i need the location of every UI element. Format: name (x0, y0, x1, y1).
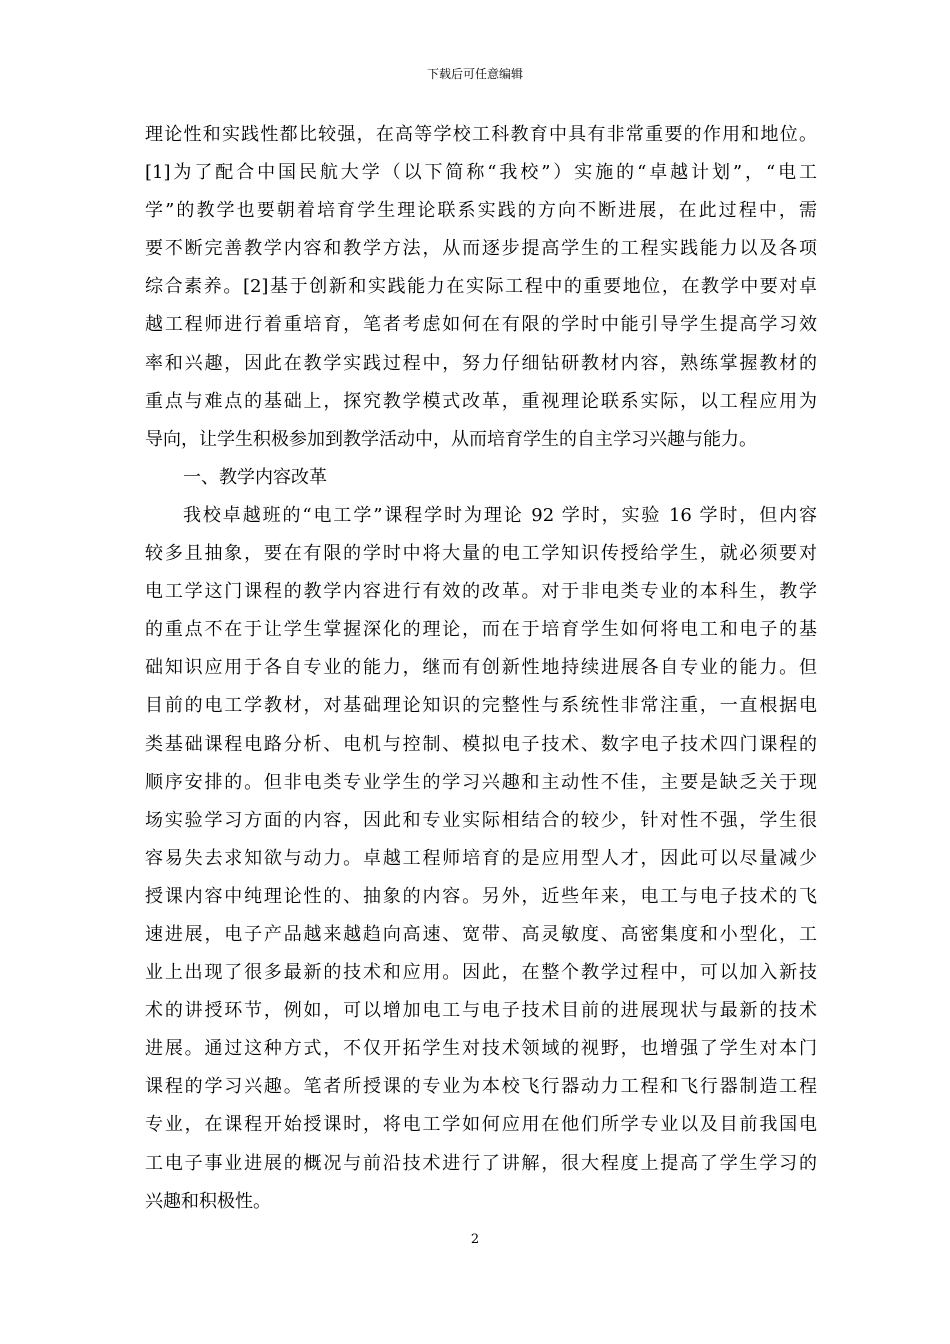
text-line: 进展。通过这种方式，不仅开拓学生对技术领域的视野，也增强了学生对本门 (145, 1038, 817, 1060)
text-line: 我校卓越班的“电工学”课程学时为理论 92 学时，实验 16 学时，但内容 (183, 504, 817, 526)
body-text (145, 116, 817, 1221)
text-line: 电工学这门课程的教学内容进行有效的改革。对于非电类专业的本科生，教学 (145, 581, 817, 603)
text-line: 术的讲授环节，例如，可以增加电工与电子技术目前的进展现状与最新的技术 (145, 1000, 817, 1022)
text-line: 础知识应用于各自专业的能力，继而有创新性地持续进展各自专业的能力。但 (145, 657, 817, 679)
text-line: 重点与难点的基础上，探究教学模式改革，重视理论联系实际，以工程应用为 (145, 390, 817, 412)
text-line: 率和兴趣，因此在教学实践过程中，努力仔细钻研教材内容，熟练掌握教材的 (145, 352, 817, 374)
text-line: 理论性和实践性都比较强，在高等学校工科教育中具有非常重要的作用和地位。 (145, 124, 817, 145)
text-line: 学”的教学也要朝着培育学生理论联系实践的方向不断进展，在此过程中，需 (145, 200, 817, 222)
text-line: 类基础课程电路分析、电机与控制、模拟电子技术、数字电子技术四门课程的 (145, 733, 817, 755)
text-line: 较多且抽象，要在有限的学时中将大量的电工学知识传授给学生，就必须要对 (145, 543, 817, 565)
text-line: 场实验学习方面的内容，因此和专业实际相结合的较少，针对性不强，学生很 (145, 809, 817, 831)
text-line: 授课内容中纯理论性的、抽象的内容。另外，近些年来，电工与电子技术的飞 (145, 885, 817, 907)
page-number: 2 (470, 1232, 480, 1247)
text-line: 容易失去求知欲与动力。卓越工程师培育的是应用型人才，因此可以尽量减少 (145, 847, 817, 869)
section-heading: 一、教学内容改革 (183, 466, 327, 488)
text-line: 目前的电工学教材，对基础理论知识的完整性与系统性非常注重，一直根据电 (145, 695, 817, 717)
text-line: 要不断完善教学内容和教学方法，从而逐步提高学生的工程实践能力以及各项 (145, 238, 817, 260)
text-line: 工电子事业进展的概况与前沿技术进行了讲解，很大程度上提高了学生学习的 (145, 1152, 817, 1174)
text-line: 业上出现了很多最新的技术和应用。因此，在整个教学过程中，可以加入新技 (145, 962, 817, 984)
text-line: 兴趣和积极性。 (145, 1190, 271, 1212)
text-line: 专业，在课程开始授课时，将电工学如何应用在他们所学专业以及目前我国电 (145, 1114, 817, 1136)
text-line: 综合素养。[2]基于创新和实践能力在实际工程中的重要地位，在教学中要对卓 (145, 276, 817, 298)
text-line: 越工程师进行着重培育，笔者考虑如何在有限的学时中能引导学生提高学习效 (145, 314, 817, 336)
text-line: 课程的学习兴趣。笔者所授课的专业为本校飞行器动力工程和飞行器制造工程 (145, 1076, 817, 1098)
text-line: 导向，让学生积极参加到教学活动中，从而培育学生的自主学习兴趣与能力。 (145, 428, 757, 450)
text-line: 顺序安排的。但非电类专业学生的学习兴趣和主动性不佳，主要是缺乏关于现 (145, 771, 817, 793)
text-line: 速进展，电子产品越来越趋向高速、宽带、高灵敏度、高密集度和小型化，工 (145, 923, 817, 945)
text-line: 的重点不在于让学生掌握深化的理论，而在于培育学生如何将电工和电子的基 (145, 619, 817, 641)
text-line: [1]为了配合中国民航大学（以下简称“我校”）实施的“卓越计划”，“电工 (145, 162, 817, 184)
page-header: 下载后可任意编辑 (426, 67, 523, 81)
